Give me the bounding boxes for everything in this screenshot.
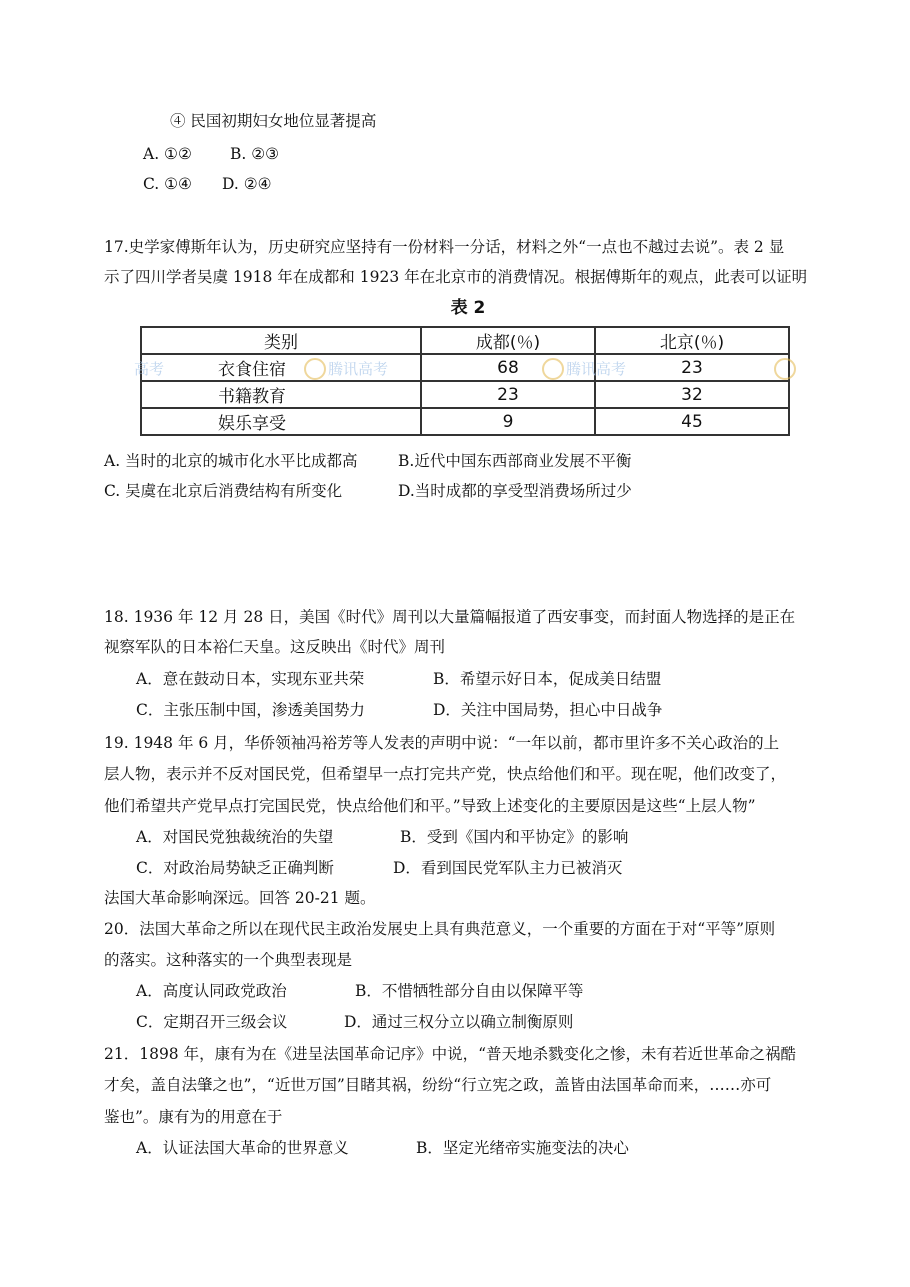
- q17-stem-line-1: 17.史学家傅斯年认为，历史研究应坚持有一份材料一分话，材料之外“一点也不越过去说”。表 2 显: [104, 238, 785, 256]
- q18-option-d: D．关注中国局势，担心中日战争: [433, 701, 663, 719]
- q16-option-d: D. ②④: [222, 175, 272, 193]
- q16-item-4: ④ 民国初期妇女地位显著提高: [170, 112, 377, 130]
- q20-21-intro: 法国大革命影响深远。回答 20-21 题。: [104, 889, 376, 907]
- q19-option-d: D．看到国民党军队主力已被消灭: [393, 859, 623, 877]
- q20-stem-line-2: 的落实。这种落实的一个典型表现是: [104, 951, 353, 969]
- watermark-logo-icon: [542, 358, 564, 380]
- q20-option-c: C．定期召开三级会议: [136, 1013, 288, 1031]
- row-beijing: 23: [595, 354, 789, 381]
- q19-option-b: B．受到《国内和平协定》的影响: [400, 828, 629, 846]
- consumption-table-figure: [134, 296, 796, 436]
- row-chengdu: 23: [421, 381, 595, 408]
- q19-stem-line-2: 层人物，表示并不反对国民党，但希望早一点打完共产党，快点给他们和平。现在呢，他们改变了，: [104, 765, 787, 783]
- header-category: 类别: [141, 327, 421, 354]
- table-row: [141, 381, 789, 408]
- watermark-text: 腾讯高考: [566, 360, 627, 378]
- table-header-row: [141, 327, 789, 354]
- q17-option-a: A. 当时的北京的城市化水平比成都高: [104, 452, 358, 470]
- q21-stem-line-1: 21．1898 年，康有为在《进呈法国革命记序》中说，“普天地杀戮变化之惨，未有若近世革命之祸酷: [104, 1045, 797, 1063]
- consumption-table: [140, 326, 790, 436]
- q20-option-d: D．通过三权分立以确立制衡原则: [344, 1013, 574, 1031]
- header-chengdu: 成都(％): [421, 327, 595, 354]
- watermark-logo-icon: [304, 358, 326, 380]
- q16-option-a: A. ①②: [143, 145, 192, 163]
- q19-stem-line-1: 19. 1948 年 6 月，华侨领袖冯裕芳等人发表的声明中说：“一年以前，都市里许多不关心政治的上: [104, 734, 780, 752]
- q20-stem-line-1: 20．法国大革命之所以在现代民主政治发展史上具有典范意义，一个重要的方面在于对“平等”原则: [104, 920, 776, 938]
- watermark-logo-icon: [774, 358, 796, 380]
- q18-option-a: A．意在鼓动日本，实现东亚共荣: [136, 670, 365, 688]
- q20-option-a: A．高度认同政党政治: [136, 982, 287, 1000]
- row-category: 娱乐享受: [141, 408, 421, 435]
- q18-stem-line-1: 18. 1936 年 12 月 28 日，美国《时代》周刊以大量篇幅报道了西安事变，而封面人物选择的是正在: [104, 608, 796, 626]
- row-beijing: 32: [595, 381, 789, 408]
- row-beijing: 45: [595, 408, 789, 435]
- q21-stem-line-3: 鉴也”。康有为的用意在于: [104, 1108, 283, 1126]
- q21-option-b: B．坚定光绪帝实施变法的决心: [416, 1139, 629, 1157]
- row-chengdu: 68: [421, 354, 595, 381]
- q17-option-b: B.近代中国东西部商业发展不平衡: [398, 452, 632, 470]
- q17-option-c: C. 吴虞在北京后消费结构有所变化: [104, 482, 343, 500]
- q16-option-b: B. ②③: [230, 145, 280, 163]
- q17-stem-line-2: 示了四川学者吴虞 1918 年在成都和 1923 年在北京市的消费情况。根据傅斯年的观点，此表可以证明: [104, 268, 808, 286]
- q17-option-d: D.当时成都的享受型消费场所过少: [398, 482, 632, 500]
- q21-stem-line-2: 才矣，盖自法肇之也”，“近世万国”目睹其祸，纷纷“行立宪之政，盖皆由法国革命而来，……亦可: [104, 1076, 772, 1094]
- table-title: 表 2: [450, 298, 486, 318]
- watermark-text: 高考: [134, 360, 165, 378]
- table-row: [141, 408, 789, 435]
- q20-option-b: B．不惜牺牲部分自由以保障平等: [355, 982, 584, 1000]
- row-category: 书籍教育: [141, 381, 421, 408]
- row-chengdu: 9: [421, 408, 595, 435]
- watermark-text: 腾讯高考: [328, 360, 389, 378]
- q21-option-a: A．认证法国大革命的世界意义: [136, 1139, 349, 1157]
- table-row: [141, 354, 789, 381]
- q16-option-c: C. ①④: [143, 175, 192, 193]
- q19-option-c: C．对政治局势缺乏正确判断: [136, 859, 334, 877]
- q18-option-b: B．希望示好日本，促成美日结盟: [433, 670, 662, 688]
- q18-stem-line-2: 视察军队的日本裕仁天皇。这反映出《时代》周刊: [104, 638, 446, 656]
- row-category: 衣食住宿: [141, 354, 421, 381]
- q19-option-a: A．对国民党独裁统治的失望: [136, 828, 334, 846]
- q19-stem-line-3: 他们希望共产党早点打完国民党，快点给他们和平。”导致上述变化的主要原因是这些“上层人物”: [104, 797, 756, 815]
- header-beijing: 北京(％): [595, 327, 789, 354]
- q18-option-c: C．主张压制中国，渗透美国势力: [136, 701, 365, 719]
